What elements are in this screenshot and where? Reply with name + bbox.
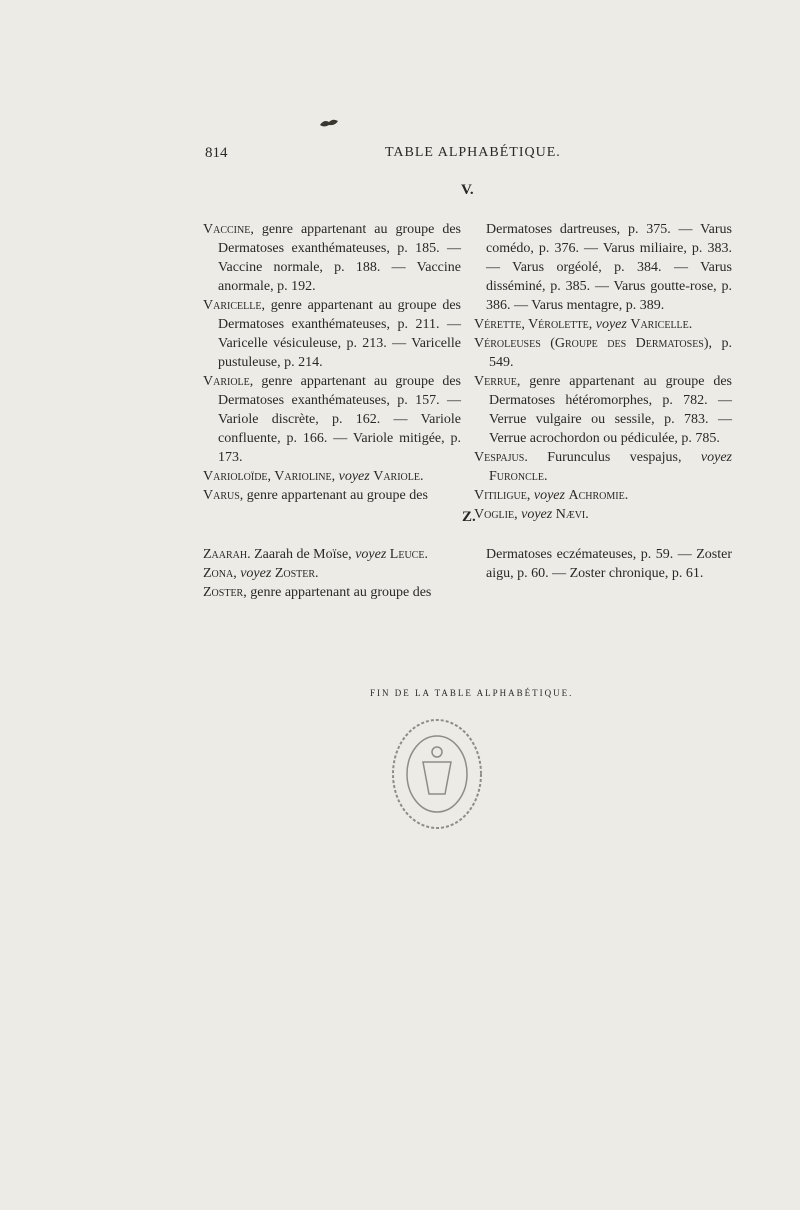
cross-reference-target: Leuce bbox=[389, 547, 425, 562]
entry-headword: Zoster bbox=[203, 585, 244, 600]
entry-continuation bbox=[474, 545, 732, 583]
entry-text: , p. 549. bbox=[489, 336, 733, 370]
end-note: FIN DE LA TABLE ALPHABÉTIQUE. bbox=[370, 688, 574, 698]
entry-text: . Zaarah de Moïse, bbox=[247, 547, 356, 562]
cross-reference-target: Nævi bbox=[555, 507, 586, 522]
entry-headword: Vitiligue bbox=[474, 488, 527, 503]
index-entry bbox=[203, 545, 461, 564]
entry-end: . bbox=[424, 547, 428, 562]
entry-headword: Zona bbox=[203, 566, 234, 581]
entry-text: , genre appartenant au groupe des Dermatoses exanthémateuses, p. 211. — Varicelle vésiculeuse, p. 213. — Varicelle pustuleuse, p. 214. bbox=[218, 298, 461, 370]
cross-reference-target: Variole bbox=[373, 469, 420, 484]
entry-end: . bbox=[315, 566, 319, 581]
entry-end: . bbox=[688, 317, 693, 332]
entry-separator: , bbox=[331, 469, 339, 484]
section-letter-z: Z. bbox=[462, 509, 476, 525]
cross-reference-target: Varicelle bbox=[630, 317, 689, 332]
index-entry bbox=[203, 296, 461, 372]
index-entry bbox=[203, 467, 461, 486]
cross-reference-voyez: voyez bbox=[700, 450, 732, 465]
index-entry bbox=[203, 372, 461, 467]
entry-continuation bbox=[474, 220, 732, 315]
entry-headword: Verrue bbox=[474, 374, 517, 389]
column-left-z bbox=[203, 545, 461, 602]
entry-headword: Variole bbox=[203, 374, 250, 389]
index-entry bbox=[474, 448, 732, 486]
column-left-v bbox=[203, 220, 461, 505]
cross-reference-target: Zoster bbox=[274, 566, 316, 581]
entry-end: . bbox=[624, 488, 629, 503]
entry-headword: Varus bbox=[203, 488, 240, 503]
entry-end: . bbox=[585, 507, 589, 522]
entry-text: , genre appartenant au groupe des bbox=[239, 488, 428, 503]
index-entry bbox=[474, 486, 732, 505]
cross-reference-voyez: voyez bbox=[533, 488, 565, 503]
page-header bbox=[205, 145, 730, 167]
index-entry bbox=[474, 372, 732, 448]
entry-headword: Véroleuses (Groupe des Dermatoses) bbox=[474, 336, 709, 351]
entry-separator: , bbox=[514, 507, 522, 522]
entry-end: . bbox=[420, 469, 424, 484]
index-entry bbox=[203, 486, 461, 505]
entry-text: , genre appartenant au groupe des Dermatoses hétéromorphes, p. 782. — Verrue vulgaire ou sessile, p. 783. — Verrue acrochordon ou pédiculée, p. 785. bbox=[489, 374, 732, 446]
entry-separator: , bbox=[233, 566, 241, 581]
entry-text: , genre appartenant au groupe des Dermatoses exanthémateuses, p. 157. — Variole discrète, p. 162. — Variole confluente, p. 166. — Variole mitigée, p. 173. bbox=[218, 374, 461, 465]
section-letter-v: V. bbox=[461, 182, 474, 198]
column-right-v bbox=[474, 220, 732, 524]
entry-headword: Varioloïde, Varioline bbox=[203, 469, 332, 484]
index-entry bbox=[474, 315, 732, 334]
entry-headword: Vérette, Vérolette bbox=[474, 317, 589, 332]
entry-headword: Voglie bbox=[474, 507, 515, 522]
entry-end: . bbox=[544, 469, 548, 484]
entry-text: . Furunculus vespajus, bbox=[524, 450, 701, 465]
running-title: TABLE ALPHABÉTIQUE. bbox=[385, 145, 561, 160]
entry-headword: Vaccine bbox=[203, 222, 251, 237]
index-entry bbox=[474, 505, 732, 524]
cross-reference-voyez: voyez bbox=[355, 547, 387, 562]
column-right-z bbox=[474, 545, 732, 583]
entry-headword: Varicelle bbox=[203, 298, 262, 313]
index-entry bbox=[203, 220, 461, 296]
entry-text: , genre appartenant au groupe des Dermatoses exanthémateuses, p. 185. — Vaccine normale, p. 188. — Vaccine anormale, p. 192. bbox=[218, 222, 461, 294]
page-number: 814 bbox=[205, 145, 228, 161]
cross-reference-voyez: voyez bbox=[595, 317, 627, 332]
entry-headword: Zaarah bbox=[203, 547, 248, 562]
cross-reference-target: Furoncle bbox=[489, 469, 545, 484]
entry-text: Dermatoses eczémateuses, p. 59. — Zoster aigu, p. 60. — Zoster chronique, p. 61. bbox=[486, 547, 732, 581]
cross-reference-target: Achromie bbox=[568, 488, 625, 503]
entry-separator: , bbox=[588, 317, 596, 332]
entry-separator: , bbox=[526, 488, 534, 503]
index-entry bbox=[474, 334, 732, 372]
cross-reference-voyez: voyez bbox=[338, 469, 370, 484]
ink-blot bbox=[318, 116, 340, 128]
library-stamp bbox=[385, 712, 495, 837]
entry-text: Dermatoses dartreuses, p. 375. — Varus comédo, p. 376. — Varus miliaire, p. 383. — Varus orgéolé, p. 384. — Varus disséminé, p. 385. — Varus goutte-rose, p. 386. — Varus mentagre, p. 389. bbox=[486, 222, 732, 313]
index-entry bbox=[203, 583, 461, 602]
cross-reference-voyez: voyez bbox=[240, 566, 272, 581]
entry-text: , genre appartenant au groupe des bbox=[243, 585, 432, 600]
index-entry bbox=[203, 564, 461, 583]
entry-headword: Vespajus bbox=[474, 450, 525, 465]
cross-reference-voyez: voyez bbox=[521, 507, 553, 522]
